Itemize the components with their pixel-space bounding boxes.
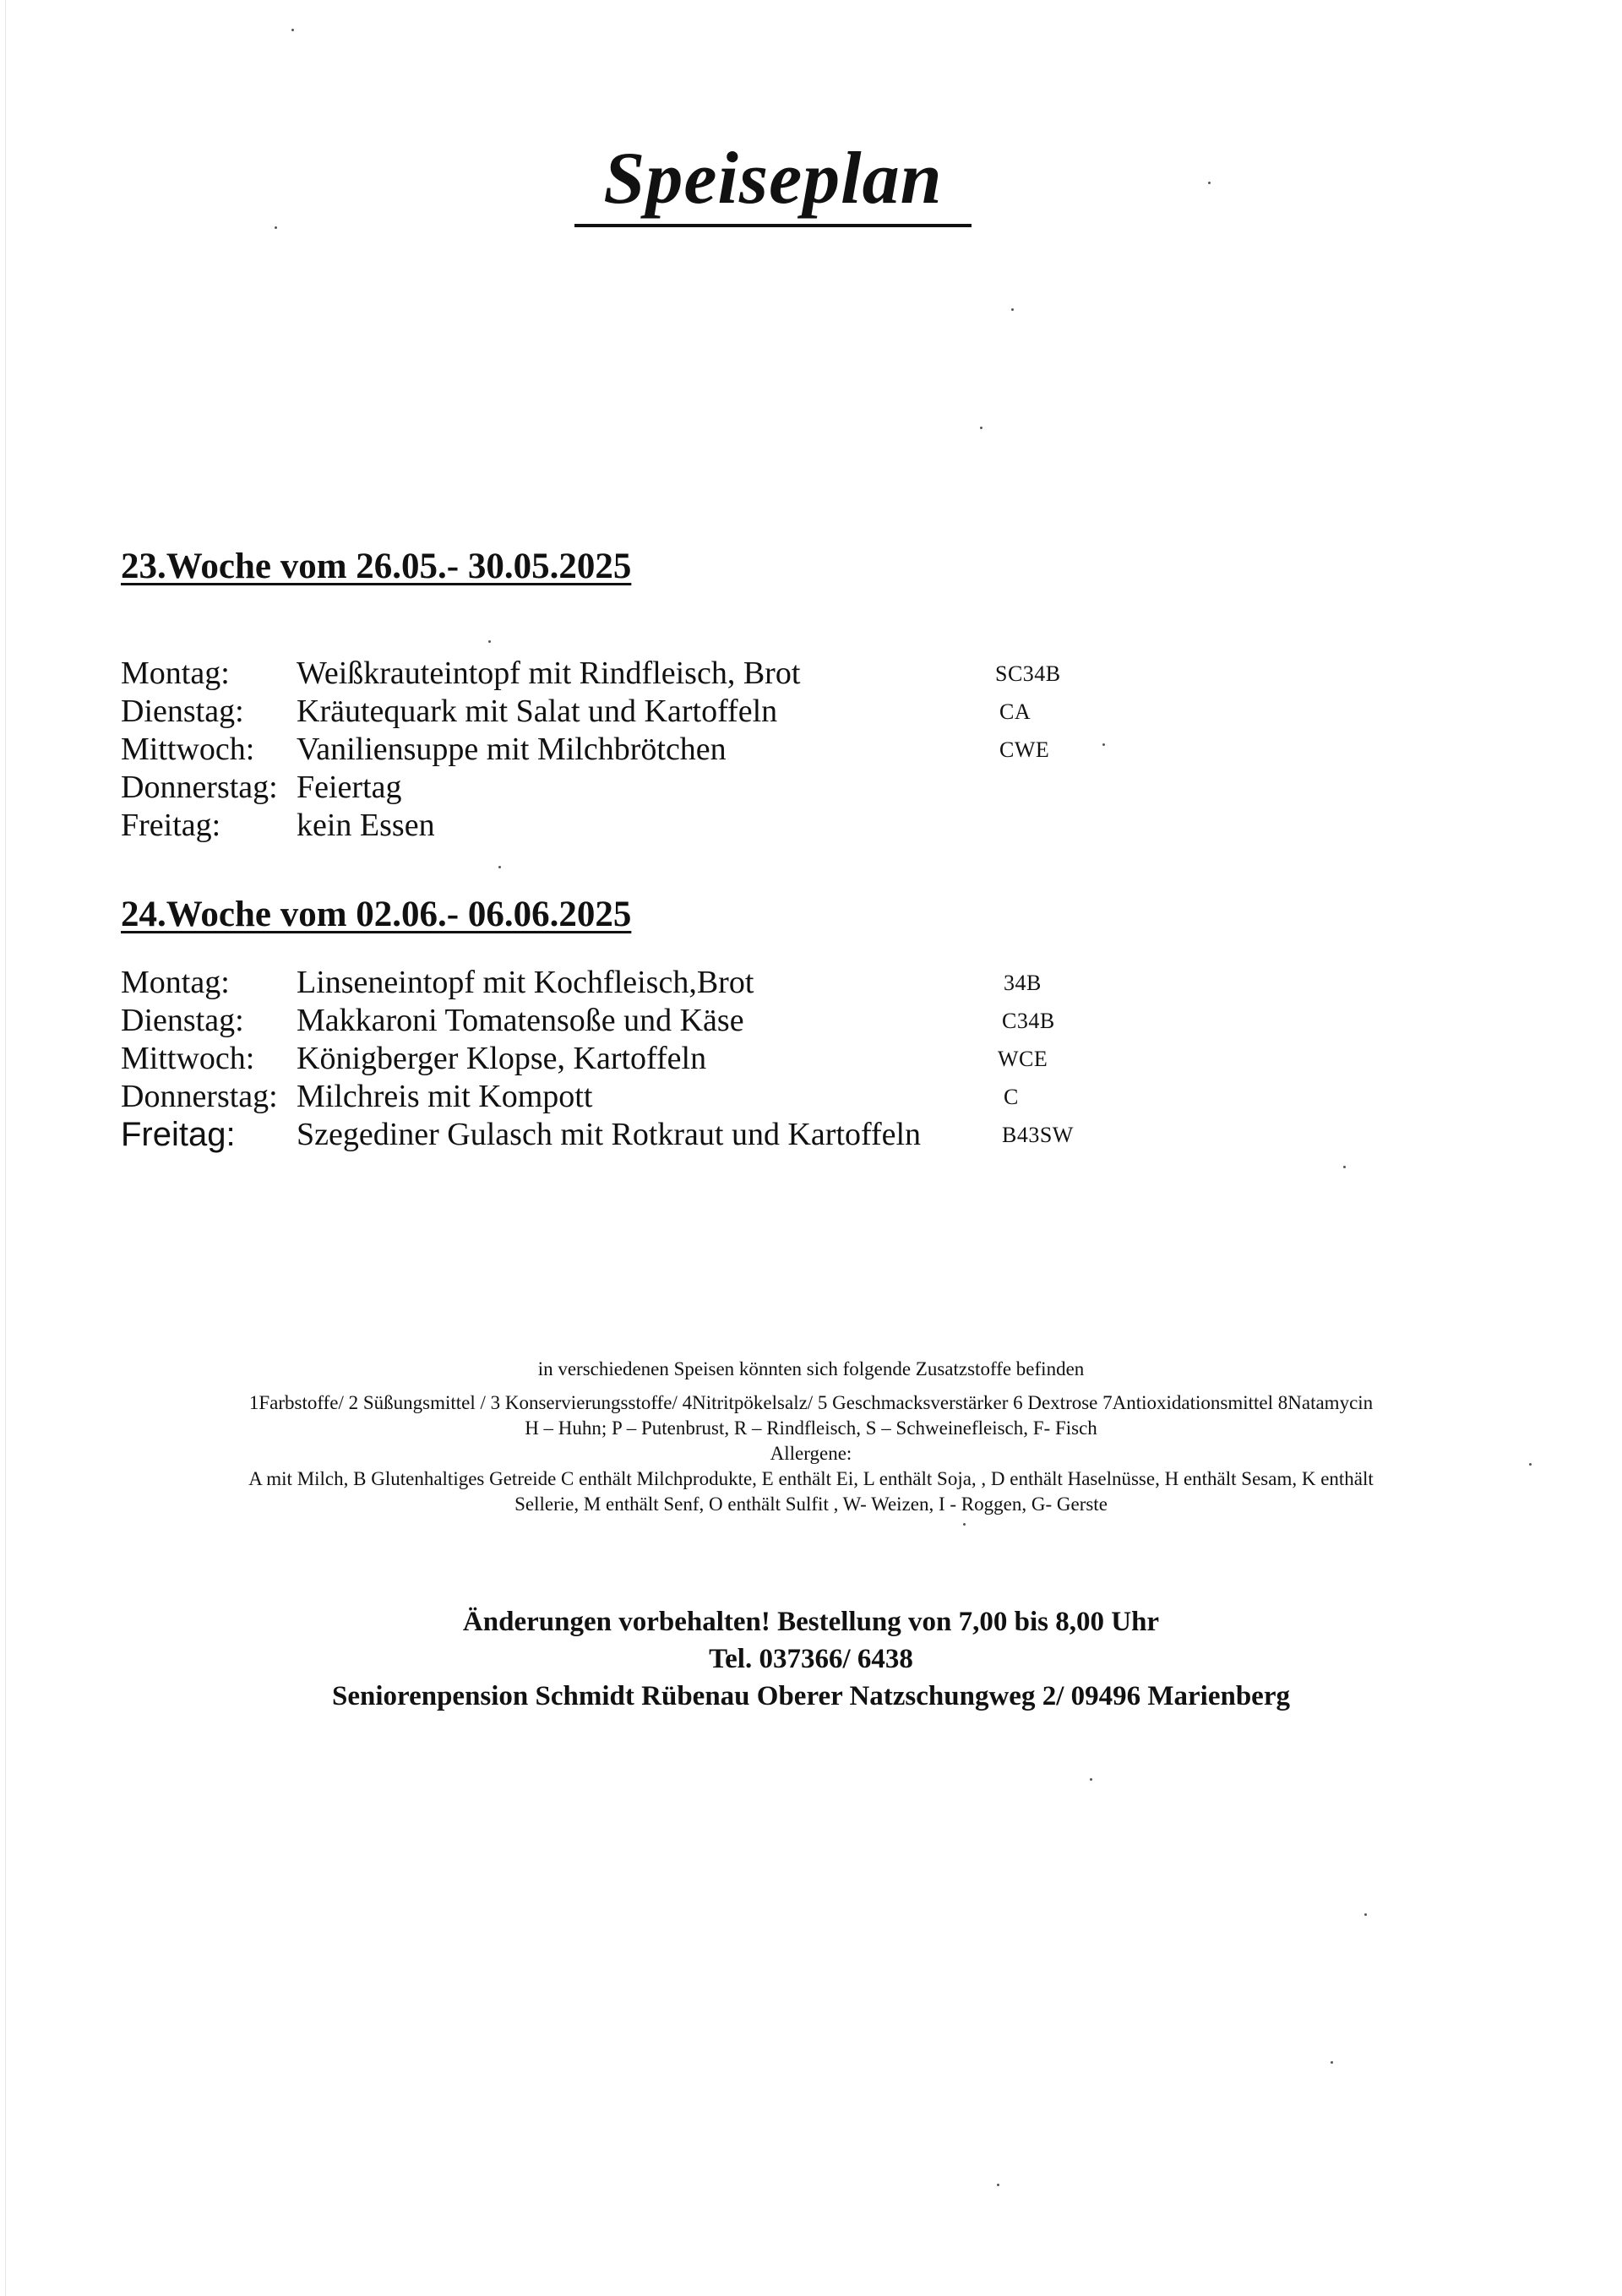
menu-row: [121, 731, 1135, 769]
dish-text: Weißkrauteintopf mit Rindfleisch, Brot: [297, 656, 801, 691]
day-label: Montag:: [121, 965, 230, 1000]
additive-code: C: [1004, 1085, 1019, 1109]
scan-speck: [1208, 182, 1211, 184]
allergens-list: A mit Milch, B Glutenhaltiges Getreide C enthält Milchprodukte, E enthält Ei, L enthält Soja, , D enthält Haselnüsse, H enthält Sesam, K enthält: [248, 1468, 1374, 1489]
menu-row: [121, 1002, 1135, 1040]
allergens-label: Allergene:: [770, 1443, 852, 1464]
scan-speck: [980, 427, 982, 429]
week-heading: 24.Woche vom 02.06.- 06.06.2025: [121, 895, 632, 934]
dish-text: Vaniliensuppe mit Milchbrötchen: [297, 732, 727, 767]
allergens-list-continued: Sellerie, M enthält Senf, O enthält Sulfit , W- Weizen, I - Roggen, G- Gerste: [514, 1493, 1108, 1515]
scan-speck: [488, 640, 491, 643]
footer-notice: [101, 1603, 1521, 1715]
dish-text: Makkaroni Tomatensoße und Käse: [297, 1003, 744, 1038]
meat-legend: H – Huhn; P – Putenbrust, R – Rindfleisch, S – Schweinefleisch, F- Fisch: [525, 1417, 1097, 1439]
additive-code: C34B: [1002, 1009, 1055, 1033]
order-notice: Änderungen vorbehalten! Bestellung von 7,00 bis 8,00 Uhr: [462, 1607, 1160, 1637]
week-menu: [121, 655, 1135, 845]
week-heading: 23.Woche vom 26.05.- 30.05.2025: [121, 547, 632, 586]
dish-text: Königberger Klopse, Kartoffeln: [297, 1041, 707, 1076]
menu-row: [121, 1040, 1135, 1078]
additive-code: CA: [999, 699, 1031, 724]
day-label: Dienstag:: [121, 1003, 244, 1038]
scan-speck: [1529, 1463, 1532, 1466]
scan-speck: [997, 2184, 999, 2186]
scan-speck: [1364, 1913, 1367, 1916]
menu-row: [121, 1078, 1135, 1116]
scan-edge-line: [5, 0, 6, 2296]
menu-row: [121, 1116, 1135, 1154]
scan-speck: [1090, 1778, 1092, 1781]
day-label: Montag:: [121, 656, 230, 691]
additive-code: WCE: [998, 1047, 1048, 1071]
additives-section: [101, 1357, 1521, 1517]
scan-speck: [1102, 743, 1105, 746]
scan-speck: [1011, 308, 1014, 311]
additive-code: CWE: [999, 737, 1050, 762]
day-label: Donnerstag:: [121, 1079, 278, 1114]
scan-speck: [1343, 1166, 1346, 1168]
dish-text: kein Essen: [297, 808, 435, 843]
scan-speck: [1331, 2061, 1333, 2064]
day-label: Freitag:: [121, 1116, 236, 1153]
menu-row: [121, 693, 1135, 731]
day-label: Mittwoch:: [121, 1041, 255, 1076]
scan-speck: [291, 29, 294, 31]
menu-row: [121, 655, 1135, 693]
day-label: Mittwoch:: [121, 732, 255, 767]
scan-speck: [275, 226, 277, 229]
menu-row: [121, 807, 1135, 845]
page-title: Speiseplan: [603, 138, 943, 220]
additive-code: 34B: [1004, 971, 1042, 995]
title-container: [574, 138, 972, 220]
menu-row: [121, 769, 1135, 807]
dish-text: Kräutequark mit Salat und Kartoffeln: [297, 694, 778, 729]
additives-intro: in verschiedenen Speisen könnten sich folgende Zusatzstoffe befinden: [537, 1358, 1085, 1379]
scan-speck: [498, 866, 501, 868]
dish-text: Linseneintopf mit Kochfleisch,Brot: [297, 965, 754, 1000]
title-underline: [574, 224, 972, 227]
menu-row: [121, 964, 1135, 1002]
phone-number: Tel. 037366/ 6438: [709, 1644, 913, 1674]
week-menu: [121, 964, 1135, 1154]
dish-text: Szegediner Gulasch mit Rotkraut und Kartoffeln: [297, 1117, 922, 1152]
day-label: Dienstag:: [121, 694, 244, 729]
additive-code: SC34B: [995, 661, 1061, 686]
day-label: Freitag:: [121, 808, 221, 843]
additives-list: 1Farbstoffe/ 2 Süßungsmittel / 3 Konservierungsstoffe/ 4Nitritpökelsalz/ 5 Geschmacksverstärker 6 Dextrose 7Antioxidationsmittel 8Natamycin: [248, 1392, 1374, 1413]
additive-code: B43SW: [1002, 1123, 1074, 1147]
dish-text: Milchreis mit Kompott: [297, 1079, 593, 1114]
address: Seniorenpension Schmidt Rübenau Oberer Natzschungweg 2/ 09496 Marienberg: [332, 1681, 1290, 1711]
dish-text: Feiertag: [297, 770, 402, 805]
scan-speck: [963, 1523, 966, 1526]
day-label: Donnerstag:: [121, 770, 278, 805]
